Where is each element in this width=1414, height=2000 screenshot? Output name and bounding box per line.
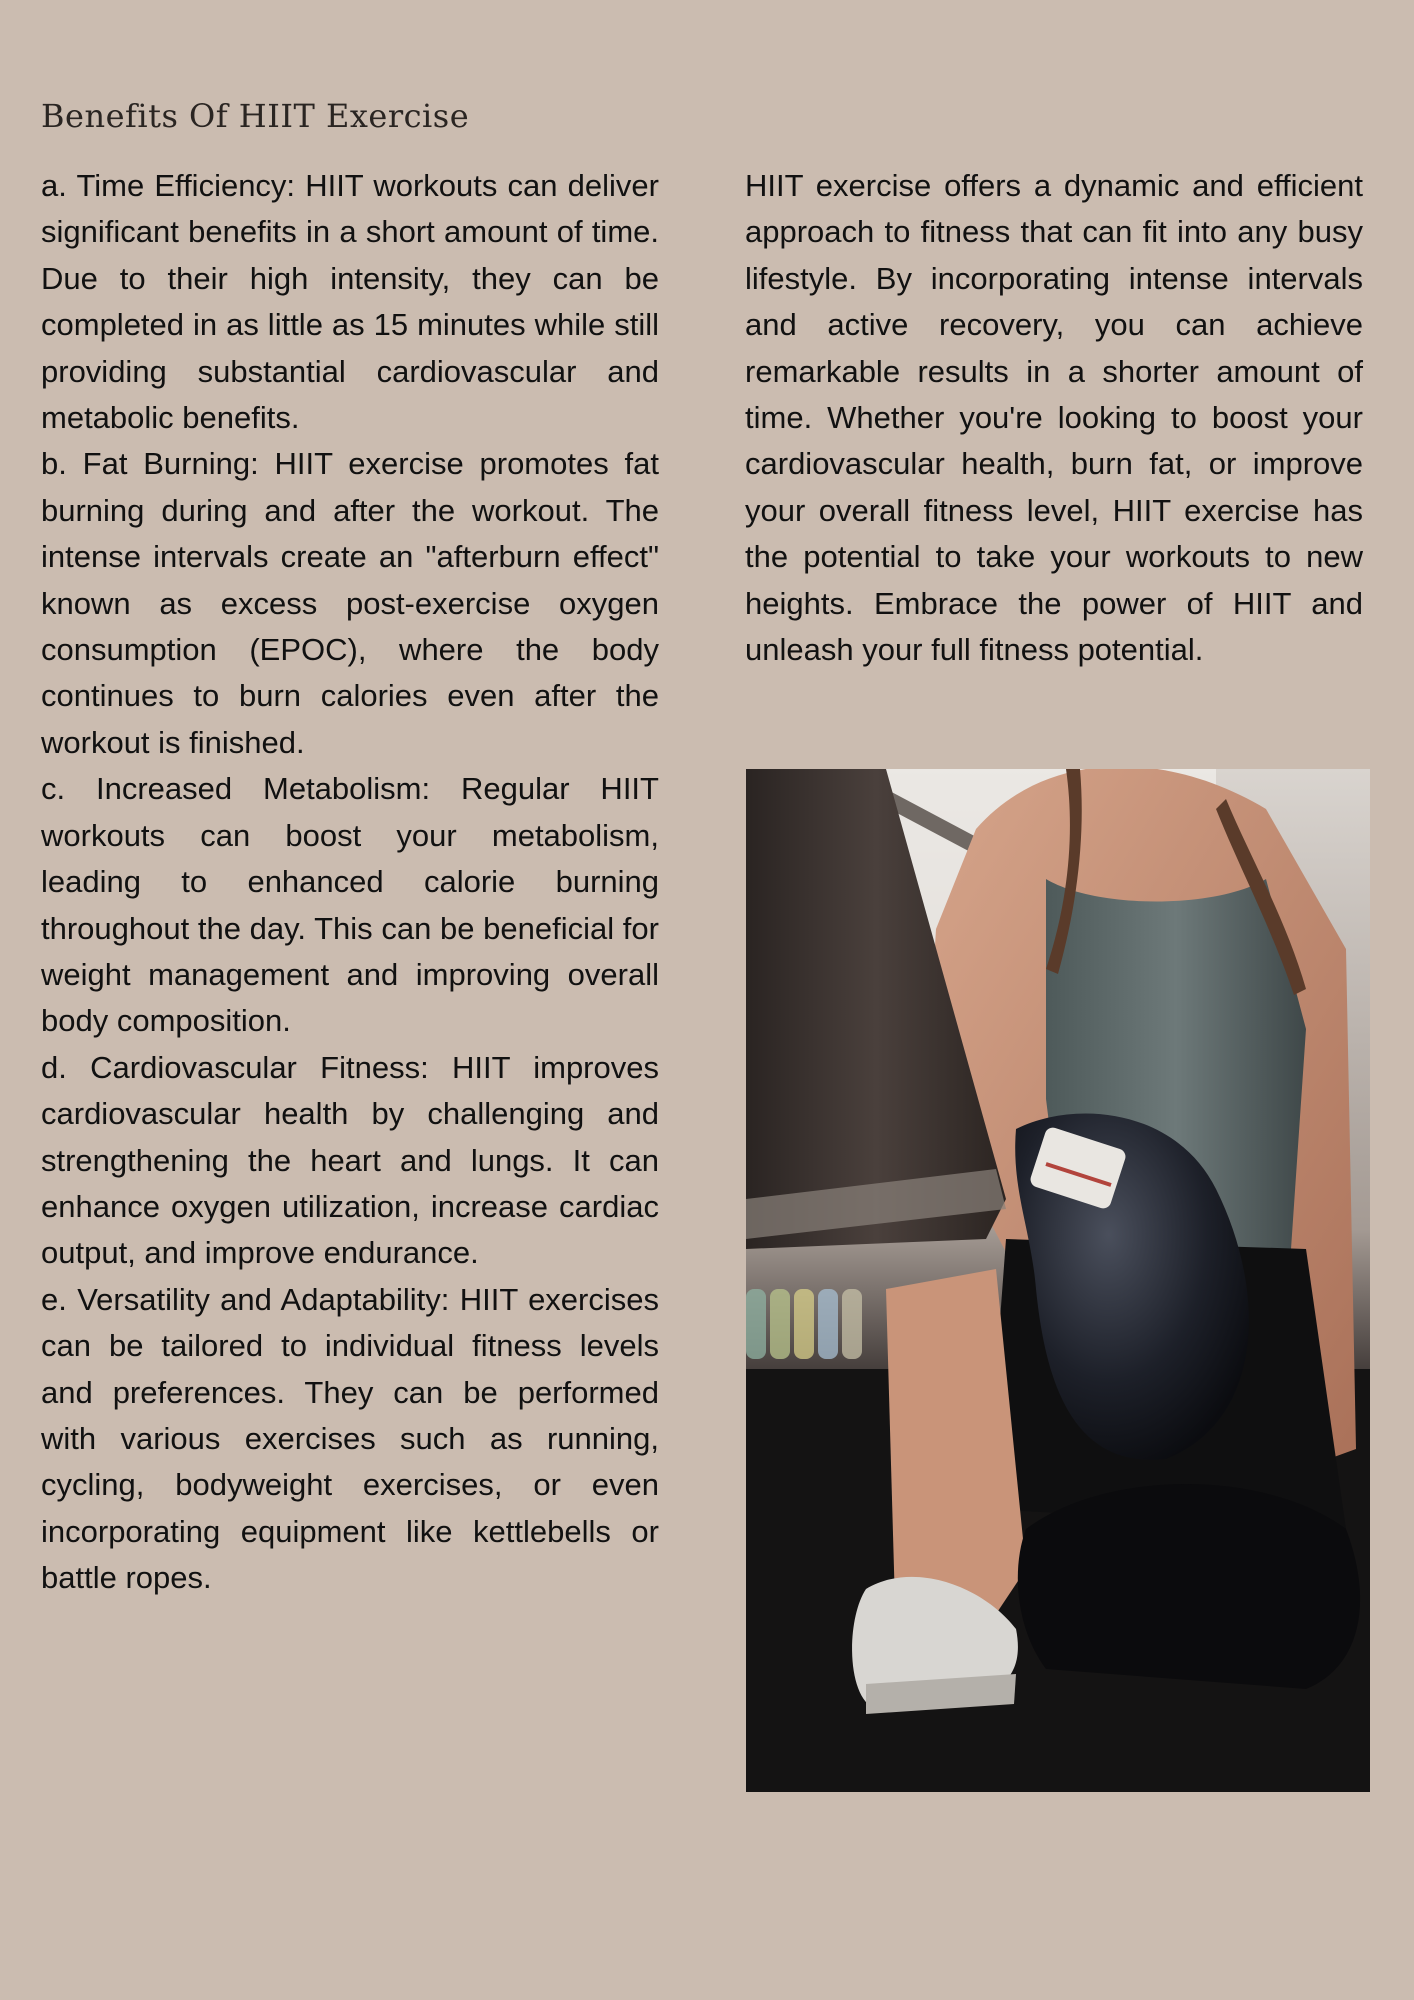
page-title: Benefits Of HIIT Exercise (41, 97, 470, 135)
boxing-photo (746, 769, 1370, 1792)
summary-column (745, 163, 1363, 673)
benefit-increased-metabolism: c. Increased Metabolism: Regular HIIT workouts can boost your metabolism, leading to enhanced calorie burning throughout the day. This can be beneficial for weight management and improving overall body composition. (41, 771, 659, 1039)
colored-plates (746, 1289, 862, 1359)
benefit-time-efficiency: a. Time Efficiency: HIIT workouts can deliver significant benefits in a short amount of time. Due to their high intensity, they can be completed in as little as 15 minutes while still providing substantial cardiovascular and metabolic benefits. (41, 168, 659, 436)
summary-paragraph: HIIT exercise offers a dynamic and efficient approach to fitness that can fit into any busy lifestyle. By incorporating intense intervals and active recovery, you can achieve remarkable results in a shorter amount of time. Whether you're looking to boost your cardiovascular health, burn fat, or improve your overall fitness level, HIIT exercise has the potential to take your workouts to new heights. Embrace the power of HIIT and unleash your full fitness potential. (745, 168, 1363, 668)
benefits-column (41, 163, 659, 1602)
benefit-fat-burning: b. Fat Burning: HIIT exercise promotes fat burning during and after the workout. The intense intervals create an "afterburn effect" known as excess post-exercise oxygen consumption (EPOC), where the body continues to burn calories even after the workout is finished. (41, 446, 659, 760)
benefit-versatility: e. Versatility and Adaptability: HIIT exercises can be tailored to individual fitness levels and preferences. They can be performed with various exercises such as running, cycling, bodyweight exercises, or even incorporating equipment like kettlebells or battle ropes. (41, 1281, 659, 1596)
benefit-cardiovascular-fitness: d. Cardiovascular Fitness: HIIT improves cardiovascular health by challenging and strengthening the heart and lungs. It can enhance oxygen utilization, increase cardiac output, and improve endurance. (41, 1049, 659, 1271)
boxing-glove-lower (1018, 1484, 1360, 1689)
